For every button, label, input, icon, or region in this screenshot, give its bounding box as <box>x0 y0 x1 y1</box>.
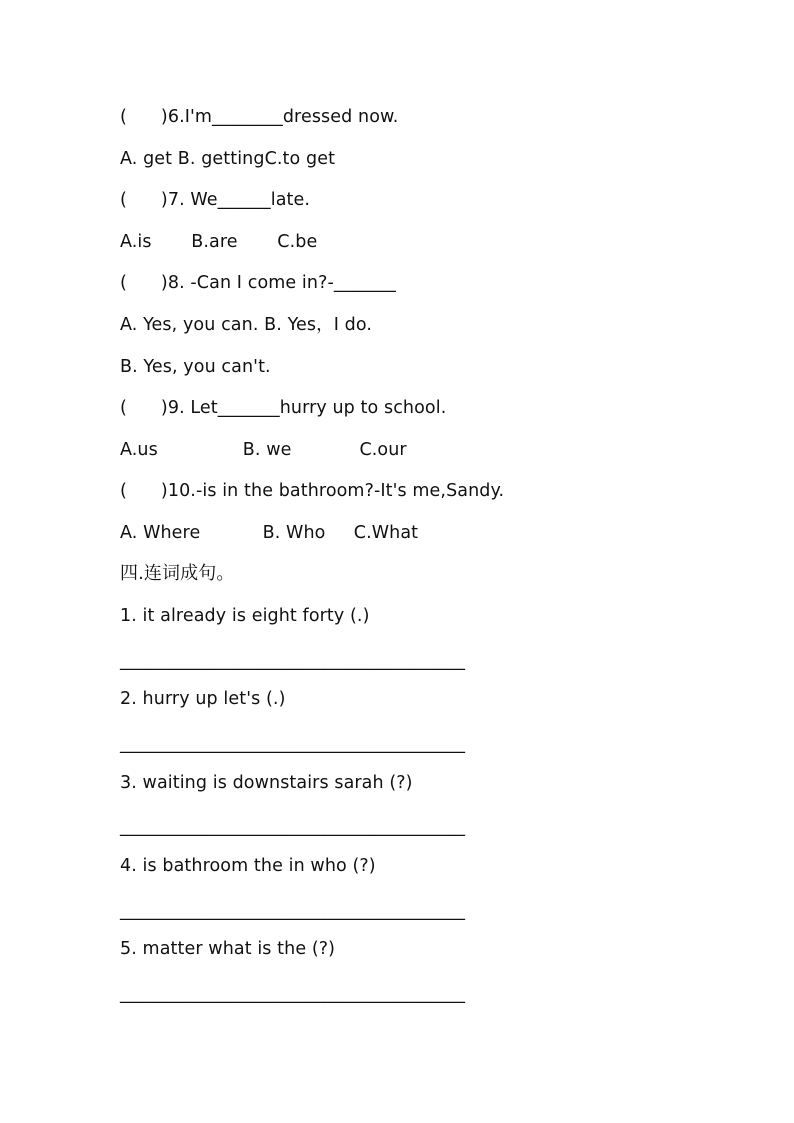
question-6-options: A. get B. gettingC.to get <box>120 149 336 169</box>
sentence-3-prompt: 3. waiting is downstairs sarah (?) <box>120 773 413 793</box>
sentence-1-prompt: 1. it already is eight forty (.) <box>120 606 370 626</box>
sentence-3-answer-line: _______________________________________ <box>120 817 466 837</box>
sentence-4-answer-line: _______________________________________ <box>120 901 466 921</box>
question-7-stem: ( )7. We______late. <box>120 190 311 210</box>
question-9-options: A.us B. we C.our <box>120 440 407 460</box>
question-6-stem: ( )6.I'm________dressed now. <box>120 107 399 127</box>
sentence-1-answer-line: _______________________________________ <box>120 651 466 671</box>
question-8-options-extra: B. Yes, you can't. <box>120 357 271 377</box>
question-10-stem: ( )10.-is in the bathroom?-It's me,Sandy. <box>120 481 505 501</box>
sentence-4-prompt: 4. is bathroom the in who (?) <box>120 856 376 876</box>
sentence-5-answer-line: _______________________________________ <box>120 984 466 1004</box>
question-8-stem: ( )8. -Can I come in?-_______ <box>120 273 396 293</box>
question-10-options: A. Where B. Who C.What <box>120 523 419 543</box>
sentence-5-prompt: 5. matter what is the (?) <box>120 939 336 959</box>
sentence-2-prompt: 2. hurry up let's (.) <box>120 689 286 709</box>
question-9-stem: ( )9. Let_______hurry up to school. <box>120 398 447 418</box>
sentence-2-answer-line: _______________________________________ <box>120 734 466 754</box>
question-8-options: A. Yes, you can. B. Yes，I do. <box>120 315 373 335</box>
question-7-options: A.is B.are C.be <box>120 232 318 252</box>
section-title: 四.连词成句。 <box>120 563 235 584</box>
